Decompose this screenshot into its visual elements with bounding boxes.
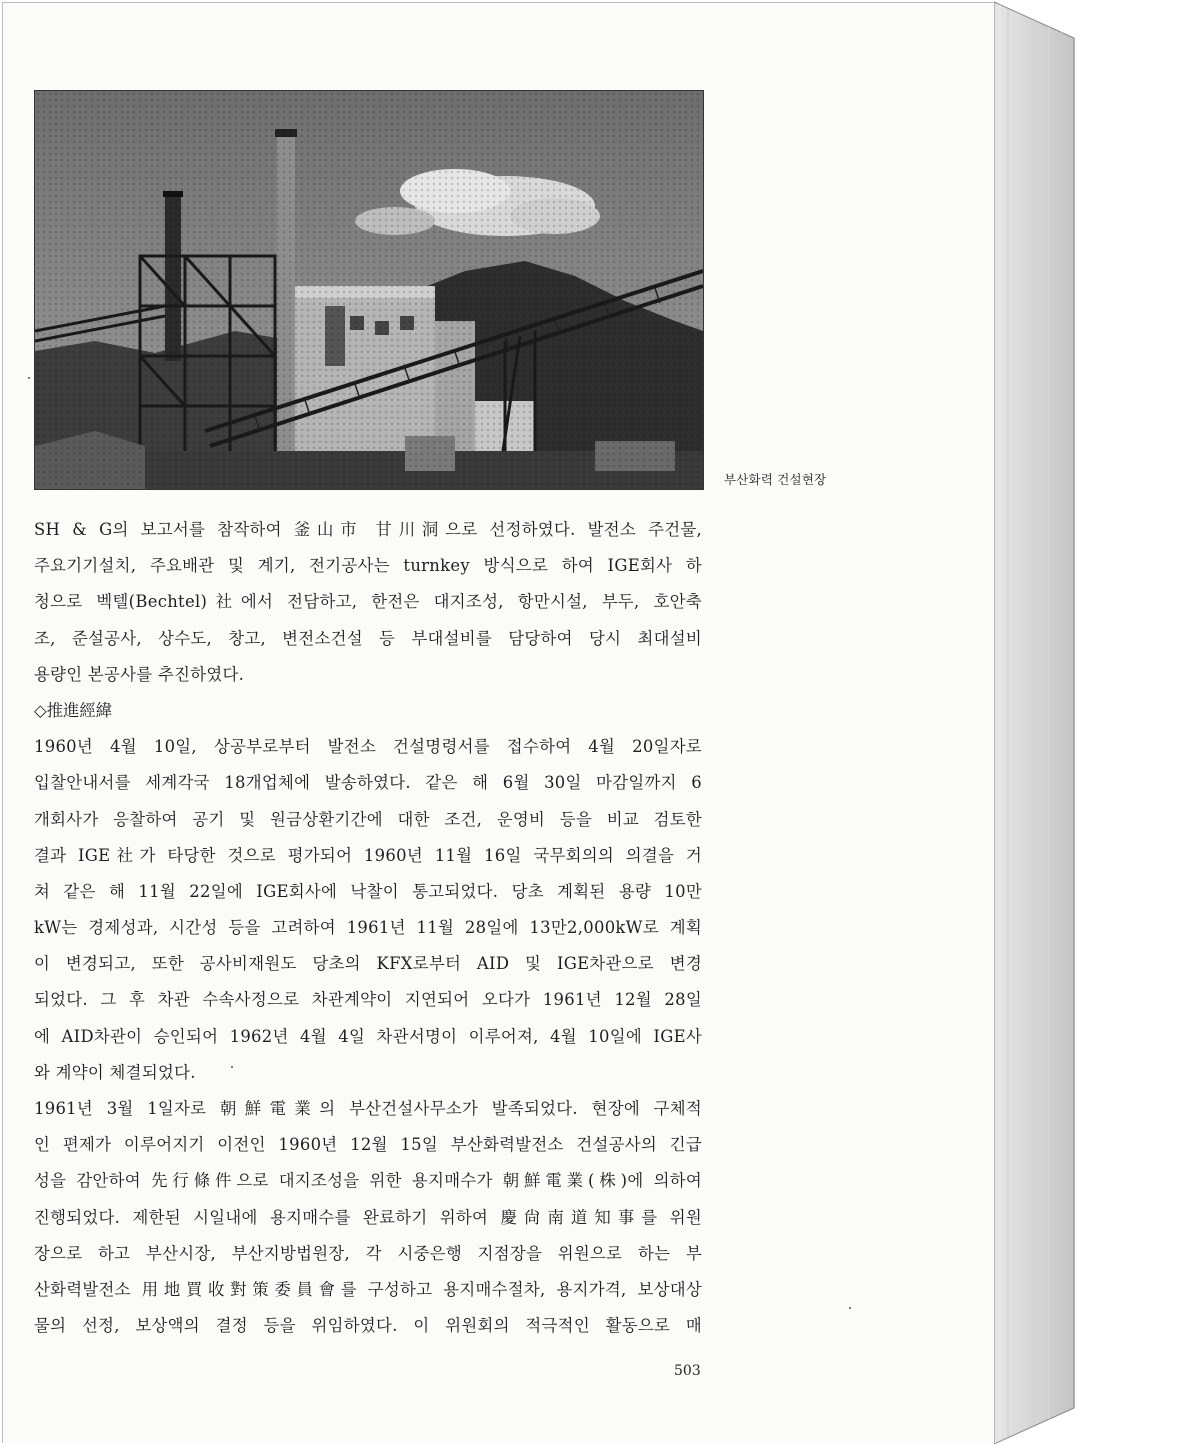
text-line: 진행되었다. 제한된 시일내에 용지매수를 완료하기 위하여 慶尙南道知事를 위원 <box>34 1207 702 1227</box>
paragraph-site-selection <box>34 512 702 693</box>
text-line: 산화력발전소 用地買收對策委員會를 구성하고 용지매수절차, 용지가격, 보상대상 <box>34 1279 702 1299</box>
text-line: 1961년 3월 1일자로 朝鮮電業의 부산건설사무소가 발족되었다. 현장에 구체적 <box>34 1099 702 1118</box>
photo-caption: 부산화력 건설현장 <box>724 472 827 487</box>
text-line: 인 편제가 이루어지기 이전인 1960년 12월 15일 부산화력발전소 건설공사의 긴급 <box>34 1135 702 1155</box>
text-line: 와 계약이 체결되었다. <box>34 1062 196 1082</box>
body-text <box>34 512 702 1344</box>
text-line: 장으로 하고 부산시장, 부산지방법원장, 각 시중은행 지점장을 위원으로 하는 부 <box>34 1243 702 1263</box>
text-line: 조, 준설공사, 상수도, 창고, 변전소건설 등 부대설비를 담당하여 당시 최대설비 <box>34 628 702 648</box>
scan-speck <box>231 1066 233 1068</box>
text-line: 에 AID차관이 승인되어 1962년 4월 4일 차관서명이 이루어져, 4월 10일에 IGE사 <box>34 1026 702 1046</box>
text-line: kW는 경제성과, 시간성 등을 고려하여 1961년 11월 28일에 13만2,000kW로 계획 <box>34 918 702 938</box>
text-line: 물의 선정, 보상액의 결정 등을 위임하였다. 이 위원회의 적극적인 활동으로 매 <box>34 1316 702 1336</box>
scan-speck <box>28 377 30 379</box>
text-line: 용량인 본공사를 추진하였다. <box>34 664 245 684</box>
text-line: 주요기기설치, 주요배관 및 계기, 전기공사는 turnkey 방식으로 하여 IGE회사 하 <box>34 556 702 576</box>
text-line: 결과 IGE社가 타당한 것으로 평가되어 1960년 11월 16일 국무회의의 의결을 거 <box>34 845 702 865</box>
book-edge <box>994 0 1192 1446</box>
section-heading: ◇推進經緯 <box>34 700 113 720</box>
paragraph-land-purchase <box>34 1091 702 1344</box>
power-plant-construction-photo <box>34 90 704 490</box>
text-line: 청으로 벡텔(Bechtel)社에서 전담하고, 한전은 대지조성, 항만시설, 부두, 호안축 <box>34 592 702 612</box>
text-line: 개회사가 응찰하여 공기 및 원금상환기간에 대한 조건, 운영비 등을 비교 검토한 <box>34 809 702 829</box>
text-line: 쳐 같은 해 11월 22일에 IGE회사에 낙찰이 통고되었다. 당초 계획된 용량 10만 <box>34 881 702 901</box>
text-line: 입찰안내서를 세계각국 18개업체에 발송하였다. 같은 해 6월 30일 마감일까지 6 <box>34 773 702 793</box>
paragraph-bidding <box>34 729 702 1091</box>
text-line: SH & G의 보고서를 참작하여 釜山市 甘川洞으로 선정하였다. 발전소 주건물, <box>34 520 702 539</box>
text-line: 성을 감안하여 先行條件으로 대지조성을 위한 용지매수가 朝鮮電業(株)에 의하여 <box>34 1171 702 1191</box>
scan-speck <box>849 1307 851 1309</box>
text-line: 1960년 4월 10일, 상공부로부터 발전소 건설명령서를 접수하여 4월 20일자로 <box>34 737 702 757</box>
page-number: 503 <box>674 1363 701 1379</box>
text-line: 되었다. 그 후 차관 수속사정으로 차관계약이 지연되어 오다가 1961년 12월 28일 <box>34 990 702 1010</box>
text-line: 이 변경되고, 또한 공사비재원도 당초의 KFX로부터 AID 및 IGE차관으로 변경 <box>34 954 702 974</box>
